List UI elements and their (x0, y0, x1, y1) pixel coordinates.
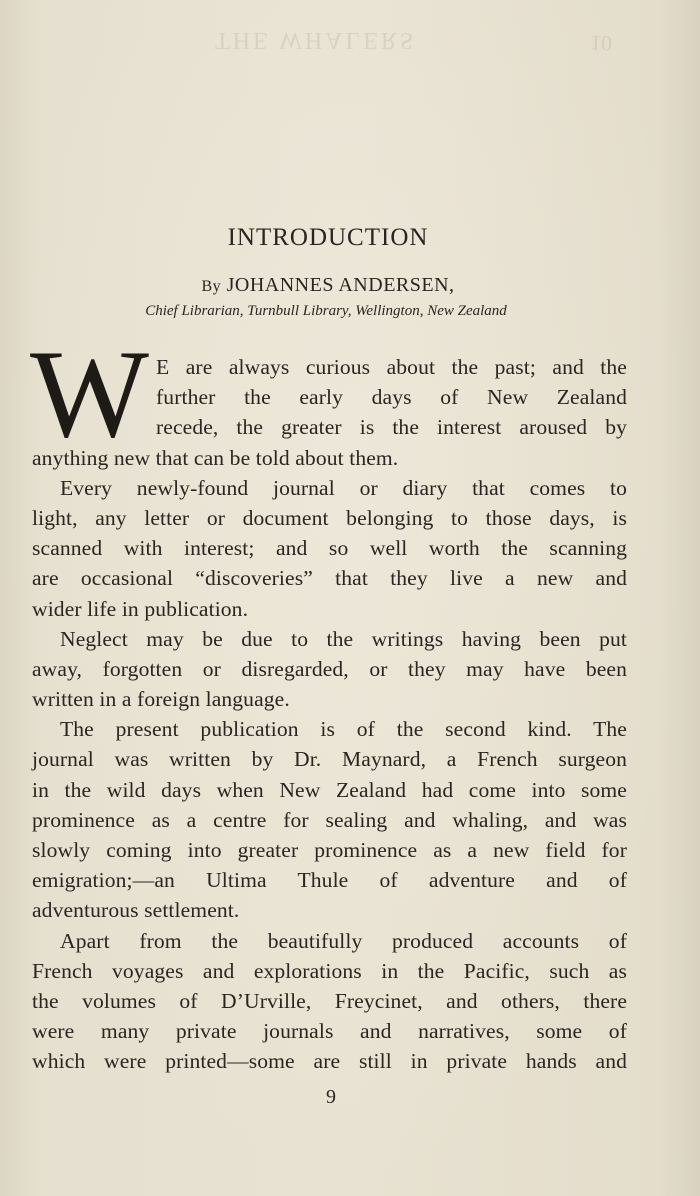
text-line: further the early days of New Zealand (156, 385, 627, 410)
author-affiliation: Chief Librarian, Turnbull Library, Wellington, New Zealand (145, 303, 507, 319)
author-name: JOHANNES ANDERSEN, (226, 274, 455, 296)
text-line: prominence as a centre for sealing and whaling, and was (32, 807, 627, 832)
text-line: Neglect may be due to the writings having been put (60, 626, 627, 651)
chapter-title: INTRODUCTION (227, 224, 429, 251)
text-line: adventurous settlement. (32, 898, 240, 923)
text-line: Every newly-found journal or diary that comes to (60, 475, 627, 500)
text-line: slowly coming into greater prominence as a new field for (32, 838, 627, 862)
text-line: are occasional “discoveries” that they live a new and (32, 566, 627, 591)
text-line: written in a foreign language. (32, 687, 290, 712)
text-line: were many private journals and narratives, some of (32, 1019, 627, 1044)
text-line: wider life in publication. (32, 596, 249, 621)
text-line: away, forgotten or disregarded, or they may have been (32, 656, 627, 681)
byline (0, 274, 656, 297)
bleed-through-running-head: THE WHALERS (215, 27, 417, 53)
text-line: in the wild days when New Zealand had come into some (32, 777, 627, 802)
bleed-through-page-number: 10 (590, 31, 612, 56)
text-line: journal was written by Dr. Maynard, a French surgeon (32, 747, 627, 772)
text-line: light, any letter or document belonging to those days, is (32, 505, 627, 530)
text-line: which were printed—some are still in private hands and (32, 1049, 627, 1074)
drop-cap: W (30, 325, 149, 464)
body-text (32, 352, 627, 1077)
text-line: anything new that can be told about them. (32, 445, 399, 470)
text-line: E are always curious about the past; and the (156, 355, 627, 379)
text-line: French voyages and explorations in the Pacific, such as (32, 958, 627, 983)
text-line: recede, the greater is the interest aroused by (156, 415, 627, 440)
byline-prefix: By (201, 278, 222, 295)
text-line: The present publication is of the second kind. The (60, 717, 627, 742)
text-line: scanned with interest; and so well worth the scanning (32, 536, 627, 561)
text-line: Apart from the beautifully produced accounts of (60, 928, 627, 953)
text-line: emigration;—an Ultima Thule of adventure and of (32, 868, 627, 893)
text-line: the volumes of D’Urville, Freycinet, and others, there (32, 988, 627, 1013)
page-number: 9 (326, 1086, 336, 1108)
